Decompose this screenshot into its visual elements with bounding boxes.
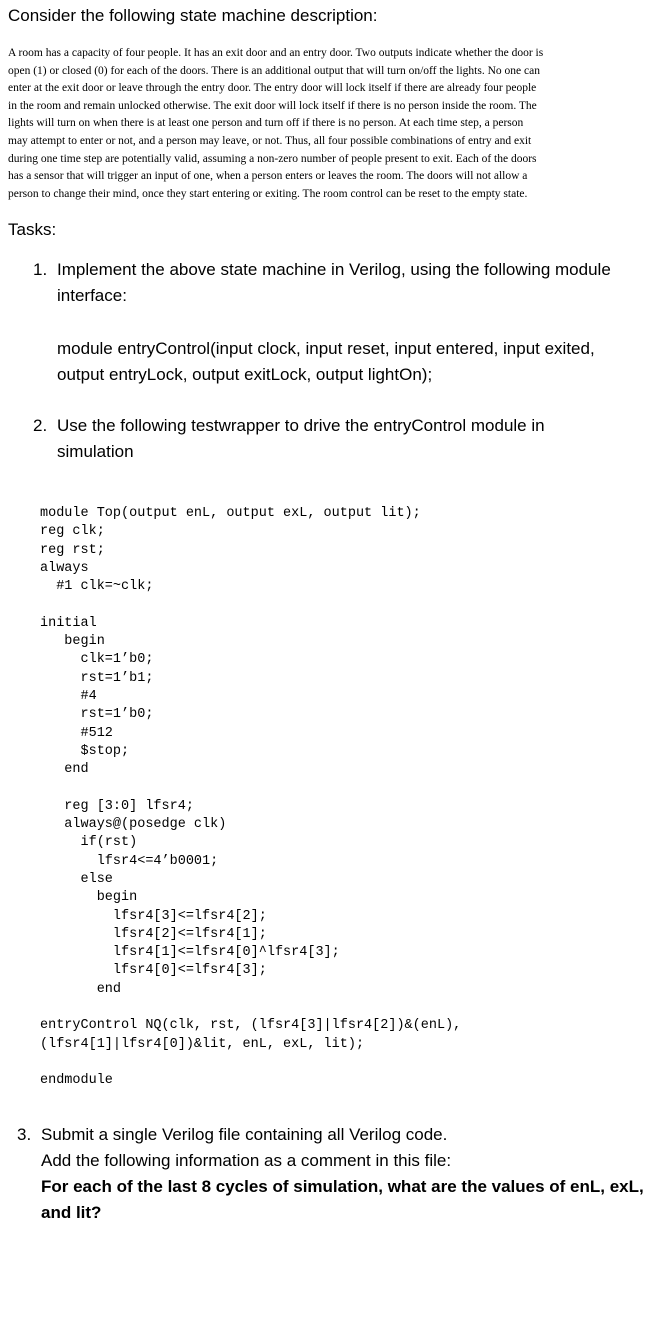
- code-line: lfsr4[1]<=lfsr4[0]^lfsr4[3];: [40, 945, 340, 961]
- verilog-testwrapper-code: [40, 505, 461, 1091]
- module-interface-line: module entryControl(input clock, input reset, input entered, input exited,: [57, 339, 595, 358]
- code-line: begin: [40, 890, 138, 906]
- code-line: end: [40, 981, 122, 997]
- code-line: (lfsr4[1]|lfsr4[0])&lit, enL, exL, lit);: [40, 1036, 365, 1052]
- description-line: enter at the exit door or leave through the entry door. The entry door will lock itself if there are already four people: [8, 82, 537, 95]
- code-line: lfsr4[3]<=lfsr4[2];: [40, 908, 267, 924]
- code-line: reg [3:0] lfsr4;: [40, 798, 194, 814]
- code-line: always: [40, 560, 89, 576]
- description-line: during one time step are potentially valid, assuming a non-zero number of people present to exit. Each of the doors: [8, 152, 537, 165]
- description-line: A room has a capacity of four people. It has an exit door and an entry door. Two outputs indicate whether the door is: [8, 47, 544, 59]
- code-line: module Top(output enL, output exL, output lit);: [40, 506, 421, 521]
- code-line: #512: [40, 725, 113, 741]
- description-line: may attempt to enter or not, and a person may leave, or not. Thus, all four possible combinations of entry and exit: [8, 134, 532, 147]
- tasks-label: Tasks:: [8, 220, 57, 239]
- code-line: entryControl NQ(clk, rst, (lfsr4[3]|lfsr4[2])&(enL),: [40, 1018, 462, 1034]
- problem-description: [8, 45, 640, 203]
- code-line: $stop;: [40, 743, 130, 759]
- code-line: lfsr4[0]<=lfsr4[3];: [40, 963, 267, 979]
- code-line: endmodule: [40, 1073, 113, 1089]
- code-line: rst=1’b0;: [40, 707, 154, 723]
- description-line: person to change their mind, once they start entering or exiting. The room control can be reset to the empty state.: [8, 187, 528, 200]
- task-1-text: [57, 257, 611, 309]
- task-2-line: Use the following testwrapper to drive the entryControl module in: [57, 416, 545, 435]
- code-line: lfsr4<=4’b0001;: [40, 853, 219, 869]
- module-interface-line: output entryLock, output exitLock, output lightOn);: [57, 365, 433, 384]
- task-3-line: Submit a single Verilog file containing all Verilog code.: [41, 1125, 448, 1144]
- description-line: has a sensor that will trigger an input of one, when a person enters or leaves the room. The doors will not allow a: [8, 170, 528, 183]
- code-line: reg rst;: [40, 542, 105, 558]
- code-line: initial: [40, 615, 97, 631]
- task-2-number: 2.: [33, 416, 48, 435]
- code-line: rst=1’b1;: [40, 670, 154, 686]
- task-3-text: [41, 1122, 644, 1226]
- task-3-number: 3.: [17, 1125, 32, 1144]
- task-2-text: [57, 413, 545, 465]
- task-2-line: simulation: [57, 442, 134, 461]
- code-line: #4: [40, 688, 97, 704]
- description-line: open (1) or closed (0) for each of the doors. There is an additional output that will turn on/off the lights. No one can: [8, 64, 540, 77]
- code-line: begin: [40, 634, 105, 650]
- task-1-line: interface:: [57, 286, 127, 305]
- task-3-line: Add the following information as a comment in this file:: [41, 1151, 452, 1170]
- description-lines: [8, 45, 640, 203]
- code-line: always@(posedge clk): [40, 817, 227, 833]
- code-line: [40, 1054, 461, 1072]
- module-interface: [57, 336, 595, 388]
- task-3-question: For each of the last 8 cycles of simulation, what are the values of enL, exL,: [41, 1177, 644, 1196]
- description-line: lights will turn on when there is at least one person and turn off if there is no person. At each time step, a person: [8, 117, 524, 130]
- code-line: [40, 999, 461, 1017]
- task-1-line: Implement the above state machine in Verilog, using the following module: [57, 260, 611, 279]
- code-line: if(rst): [40, 835, 138, 851]
- code-line: else: [40, 871, 113, 887]
- code-line: end: [40, 762, 89, 778]
- page-heading: Consider the following state machine description:: [8, 6, 378, 25]
- code-line: [40, 596, 461, 614]
- code-line: #1 clk=~clk;: [40, 579, 154, 595]
- task-1-number: 1.: [33, 260, 48, 279]
- code-line: [40, 779, 461, 797]
- code-line: clk=1’b0;: [40, 652, 154, 668]
- code-line: lfsr4[2]<=lfsr4[1];: [40, 926, 267, 942]
- code-line: reg clk;: [40, 524, 105, 540]
- task-3-question: and lit?: [41, 1203, 102, 1222]
- description-line: in the room and remain unlocked otherwise. The exit door will lock itself if there is no person inside the room. The: [8, 99, 537, 112]
